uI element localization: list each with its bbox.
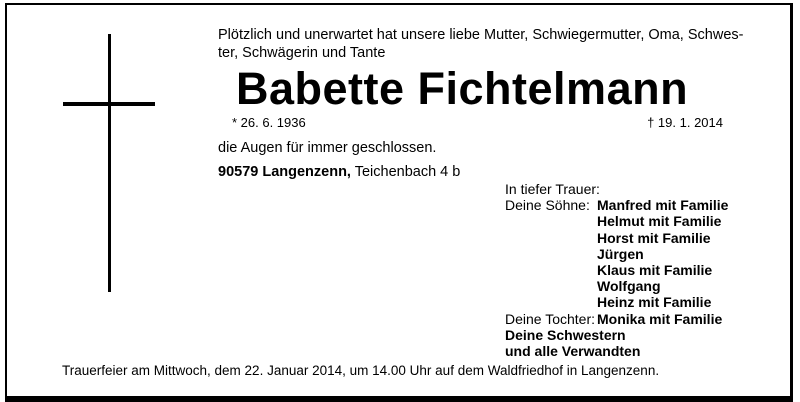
- son-row: [505, 213, 728, 229]
- funeral-info: Trauerfeier am Mittwoch, dem 22. Januar 2014, um 14.00 Uhr auf dem Waldfriedhof in Langenzenn.: [62, 363, 660, 378]
- son-row: [505, 197, 728, 213]
- cross-horizontal-bar: [63, 102, 155, 106]
- cross-vertical-bar: [108, 34, 111, 292]
- address-street: Teichenbach 4 b: [350, 164, 461, 180]
- mourning-header: In tiefer Trauer:: [505, 181, 600, 197]
- son-row: [505, 262, 728, 278]
- son-row: [505, 246, 728, 262]
- sons-label: Deine Söhne:: [505, 197, 590, 214]
- intro-line-1: Plötzlich und unerwartet hat unsere liebe Mutter, Schwiegermutter, Oma, Schwes-: [218, 27, 744, 43]
- intro-line-2: ter, Schwägerin und Tante: [218, 45, 386, 61]
- daughter-label: Deine Tochter:: [505, 310, 596, 327]
- son-name: Manfred mit Familie: [597, 197, 729, 214]
- son-name: Wolfgang: [597, 278, 661, 295]
- intro-text: [218, 26, 743, 62]
- closing-text: die Augen für immer geschlossen.: [218, 140, 437, 156]
- son-row: [505, 278, 728, 294]
- deceased-name: Babette Fichtelmann: [236, 63, 689, 114]
- daughter-name: Monika mit Familie: [597, 310, 723, 327]
- son-name: Helmut mit Familie: [597, 213, 722, 230]
- daughter-row: [505, 311, 728, 327]
- son-name: Jürgen: [597, 245, 644, 262]
- son-row: [505, 294, 728, 310]
- son-name: Heinz mit Familie: [597, 294, 712, 311]
- address-city: 90579 Langenzenn,: [218, 164, 351, 180]
- sisters-line: Deine Schwestern: [505, 326, 626, 343]
- birth-date: * 26. 6. 1936: [232, 115, 306, 130]
- death-date: † 19. 1. 2014: [647, 115, 723, 130]
- son-row: [505, 230, 728, 246]
- mourners-list: [505, 181, 728, 359]
- son-name: Horst mit Familie: [597, 229, 711, 246]
- son-name: Klaus mit Familie: [597, 262, 713, 279]
- address-line: [218, 164, 460, 180]
- relatives-line: und alle Verwandten: [505, 343, 641, 360]
